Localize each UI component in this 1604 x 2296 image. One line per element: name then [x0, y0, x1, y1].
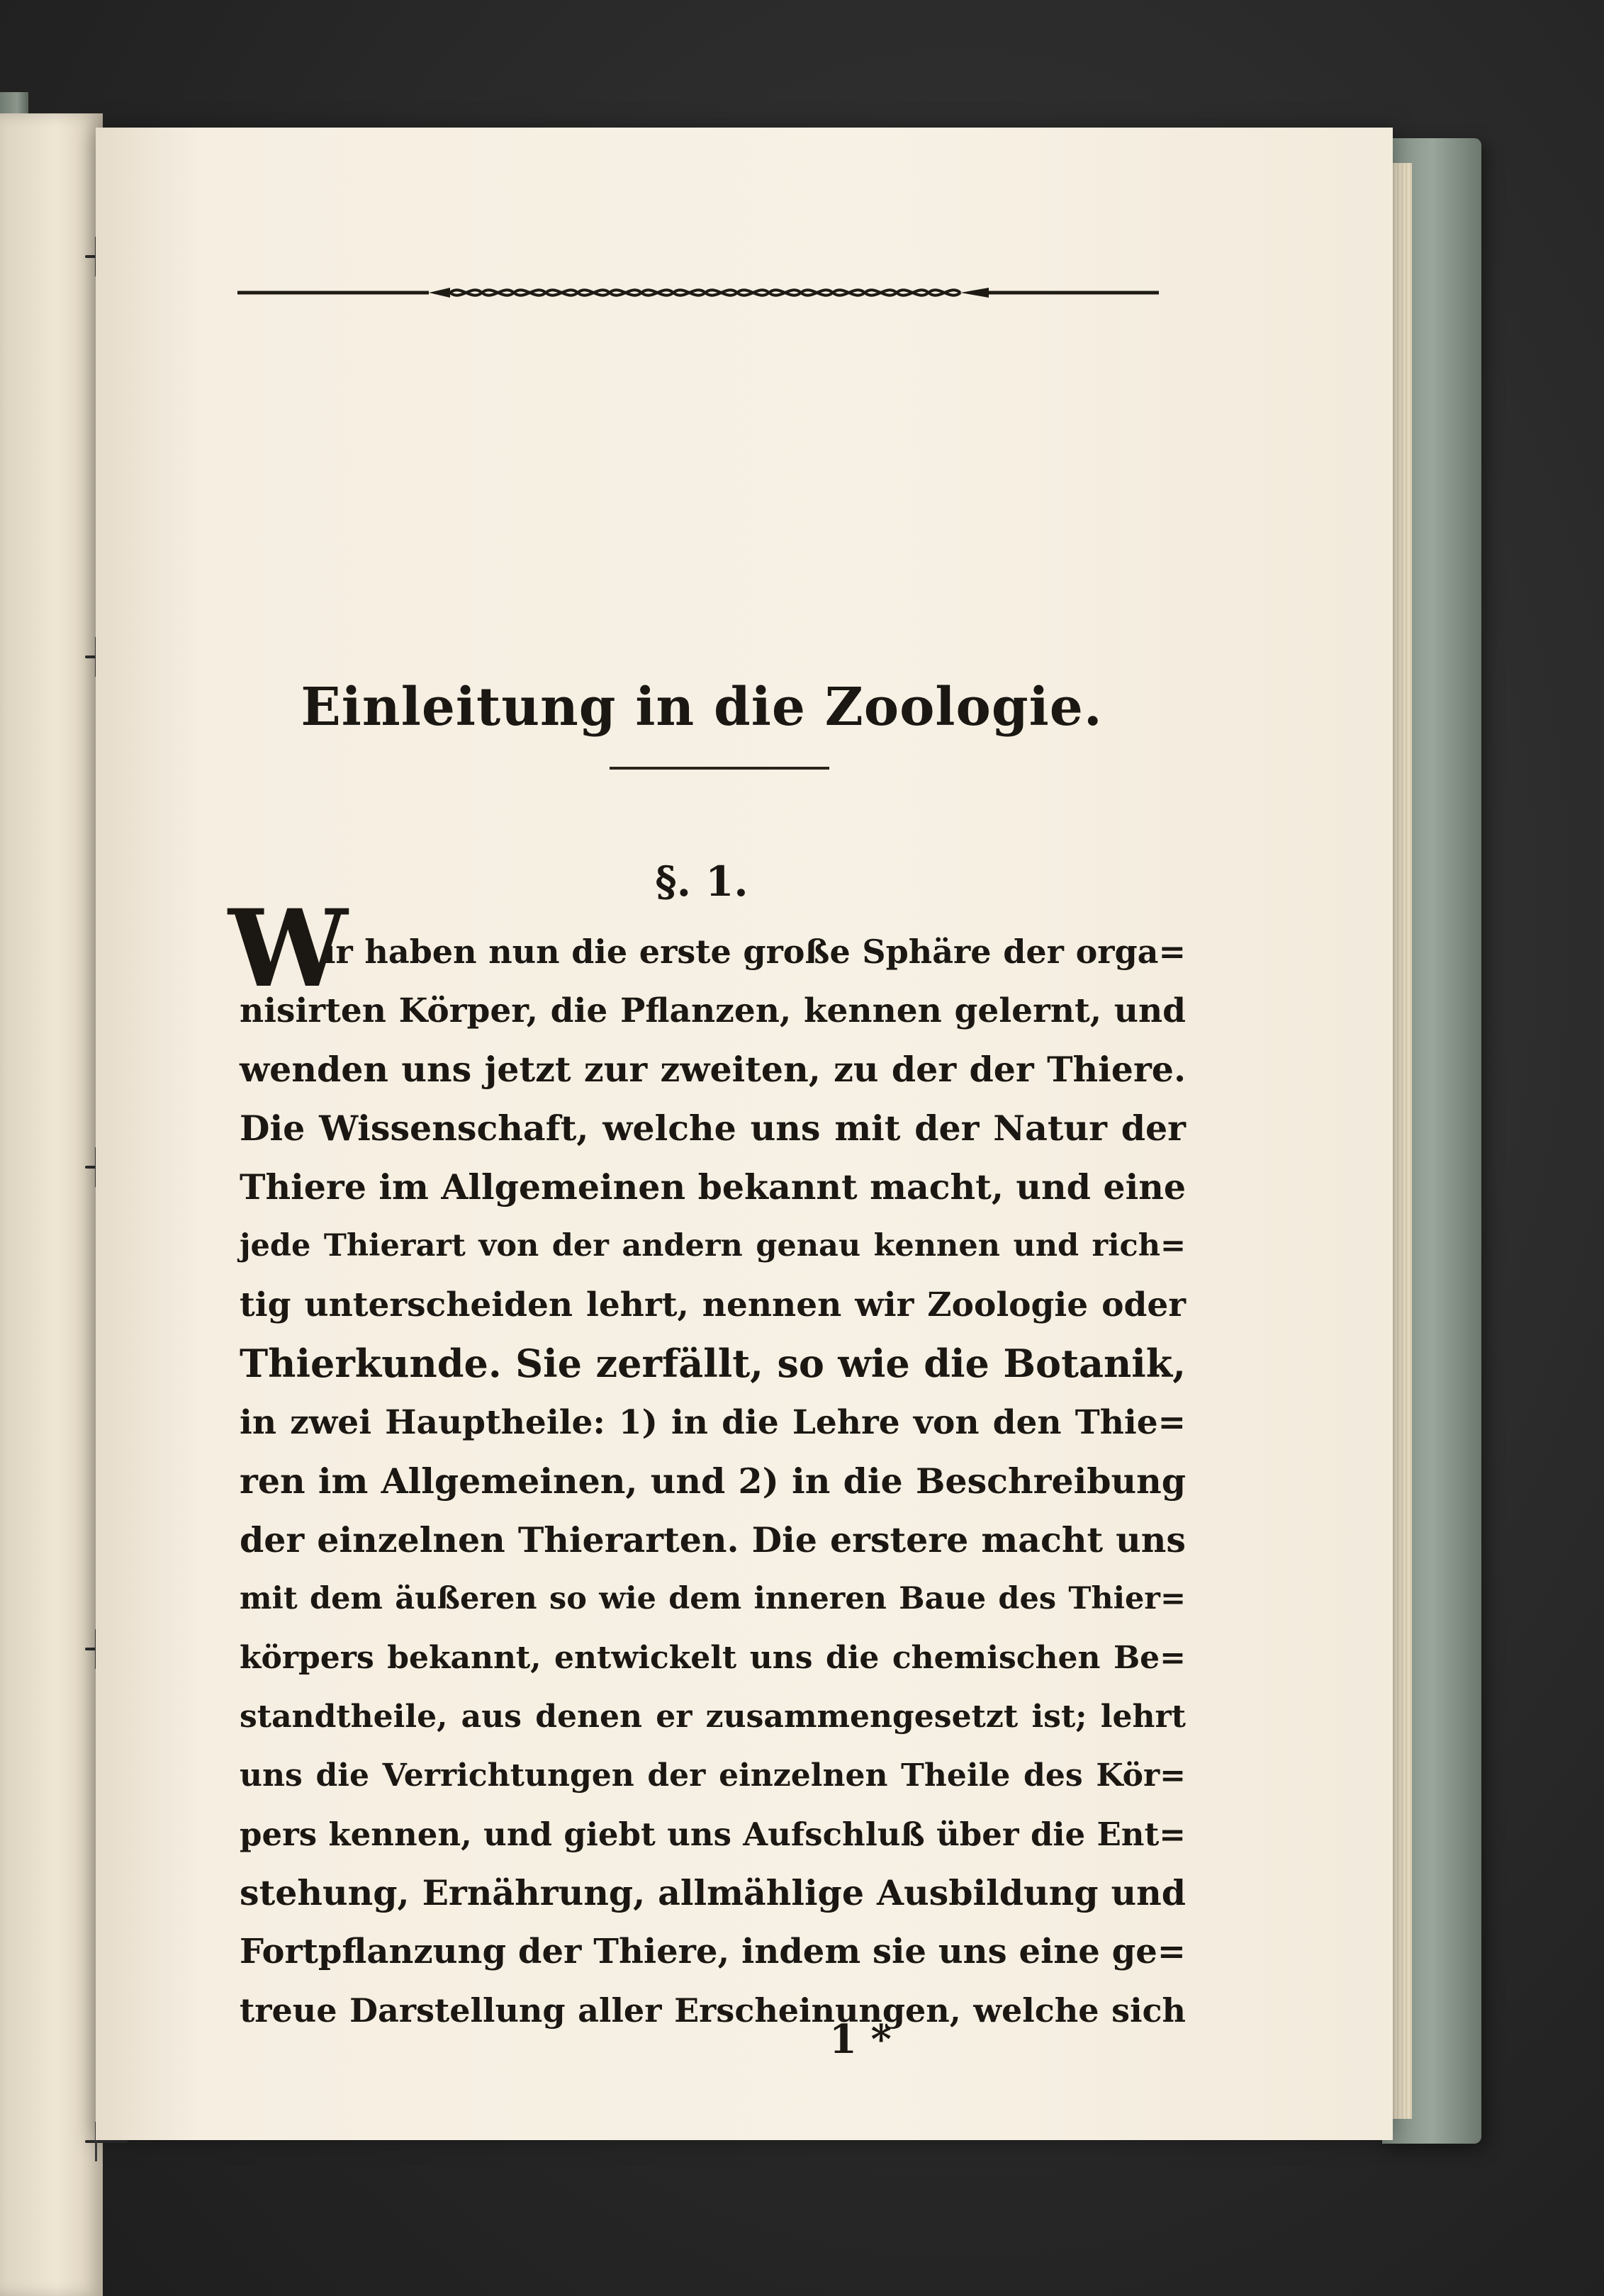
text-line: ren im Allgemeinen, und 2) in die Beschreibung — [240, 1461, 1186, 1502]
text-line: Thierkunde. Sie zerfällt, so wie die Botanik, — [240, 1341, 1186, 1386]
show-through-text — [234, 340, 1170, 399]
text-line: Thiere im Allgemeinen bekannt macht, und eine — [240, 1166, 1186, 1208]
text-line: uns die Verrichtungen der einzelnen Theile des Kör= — [240, 1757, 1186, 1794]
text-line: der einzelnen Thierarten. Die erstere macht uns — [240, 1519, 1186, 1560]
text-line: standtheile, aus denen er zusammengesetzt ist; lehrt — [240, 1699, 1186, 1735]
text-line: körpers bekannt, entwickelt uns die chemischen Be= — [240, 1640, 1186, 1676]
text-line: jede Thierart von der andern genau kennen und rich= — [240, 1228, 1186, 1264]
section-heading: §. 1. — [655, 857, 748, 906]
drop-cap: W — [228, 887, 348, 1011]
text-line: wenden uns jetzt zur zweiten, zu der der Thiere. — [240, 1049, 1186, 1090]
page-signature: 1 * — [829, 2016, 892, 2063]
text-line: treue Darstellung aller Erscheinungen, welche sich — [240, 1991, 1186, 2030]
body-text — [240, 923, 1186, 2040]
text-line: pers kennen, und giebt uns Aufschluß über die Ent= — [240, 1816, 1186, 1853]
chapter-title: Einleitung in die Zoologie. — [301, 677, 1103, 738]
text-line: Die Wissenschaft, welche uns mit der Natur der — [240, 1108, 1186, 1149]
text-line: in zwei Hauptheile: 1) in die Lehre von den Thie= — [240, 1403, 1186, 1442]
text-line: Fortpflanzung der Thiere, indem sie uns eine ge= — [240, 1932, 1186, 1971]
text-line: mit dem äußeren so wie dem inneren Baue des Thier= — [240, 1581, 1186, 1616]
title-rule — [610, 767, 829, 770]
text-line: ir haben nun die erste große Sphäre der orga= — [323, 933, 1186, 971]
text-line: tig unterscheiden lehrt, nennen wir Zoologie oder — [240, 1285, 1186, 1324]
text-line: stehung, Ernährung, allmählige Ausbildung und — [240, 1872, 1186, 1913]
text-line: nisirten Körper, die Pflanzen, kennen gelernt, und — [240, 991, 1186, 1030]
